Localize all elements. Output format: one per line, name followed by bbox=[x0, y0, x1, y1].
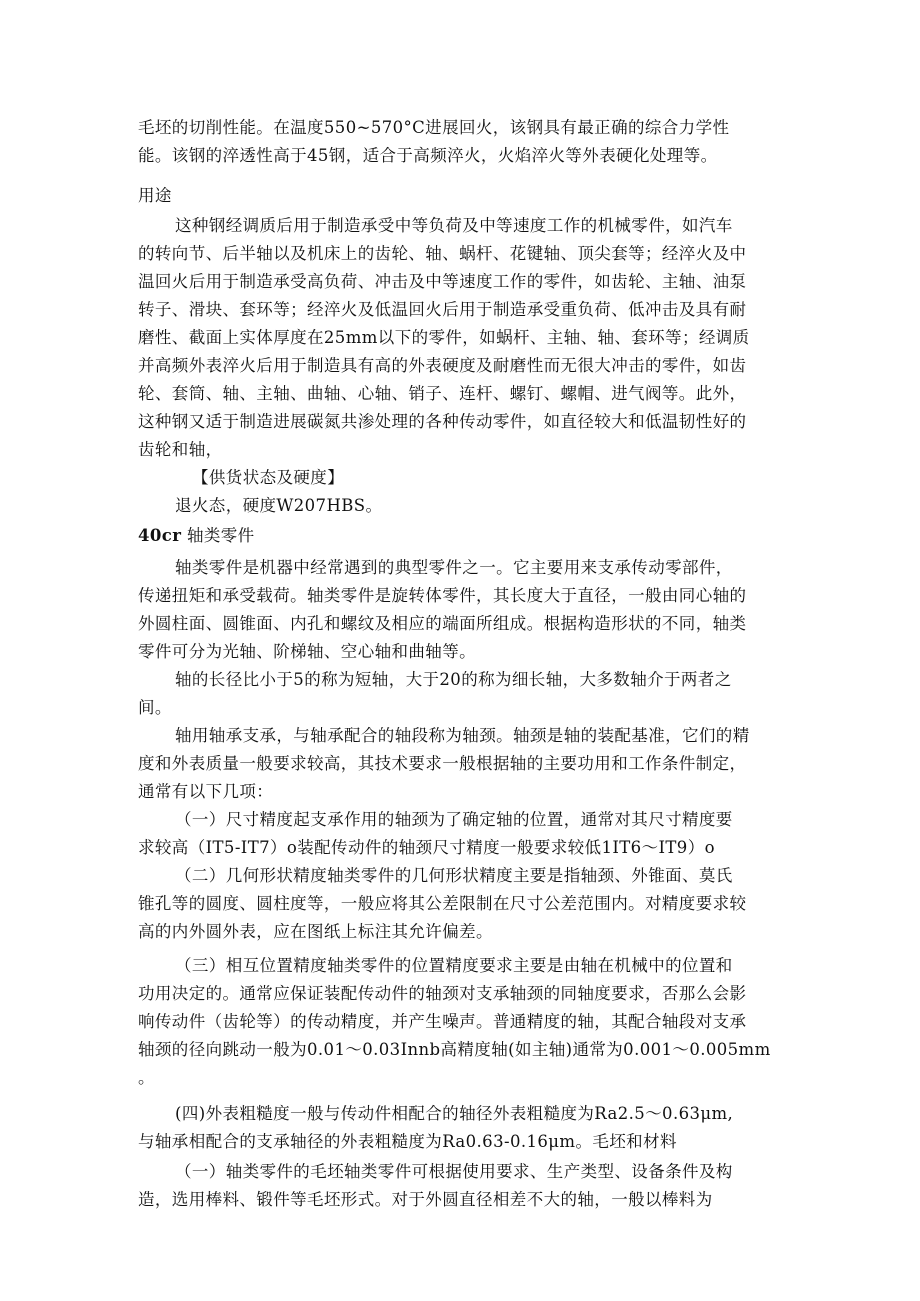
supply-state-heading: 【供货状态及硬度】 bbox=[192, 468, 345, 487]
paragraph-line: 这种钢又适于制造进展碳氮共渗处理的各种传动零件，如直径较大和低温韧性好的 bbox=[138, 412, 747, 431]
paragraph-line: 磨性、截面上实体厚度在25mm以下的零件，如蜗杆、主轴、轴、套环等；经调质 bbox=[138, 328, 750, 347]
steel-grade-label: 40cr bbox=[138, 526, 182, 545]
paragraph-line: 温回火后用于制造承受高负荷、冲击及中等速度工作的零件，如齿轮、主轴、油泵 bbox=[138, 272, 747, 291]
paragraph-line: (四)外表粗糙度一般与传动件相配合的轴径外表粗糙度为Ra2.5～0.63μm, bbox=[175, 1104, 734, 1123]
paragraph-line: 高的内外圆外表，应在图纸上标注其允许偏差。 bbox=[138, 922, 493, 941]
paragraph-line: 度和外表质量一般要求较高，其技术要求一般根据轴的主要功用和工作条件制定， bbox=[138, 754, 747, 773]
paragraph-line: 零件可分为光轴、阶梯轴、空心轴和曲轴等。 bbox=[138, 642, 476, 661]
paragraph-line: 的转向节、后半轴以及机床上的齿轮、轴、蜗杆、花键轴、顶尖套等；经淬火及中 bbox=[138, 244, 747, 263]
paragraph-line: 轮、套筒、轴、主轴、曲轴、心轴、销子、连杆、螺钉、螺帽、进气阀等。此外， bbox=[138, 384, 747, 403]
paragraph-line: （一）尺寸精度起支承作用的轴颈为了确定轴的位置，通常对其尺寸精度要 bbox=[175, 810, 733, 829]
section-heading-shaft-parts bbox=[138, 522, 255, 550]
paragraph-line: （二）几何形状精度轴类零件的几何形状精度主要是指轴颈、外锥面、莫氏 bbox=[175, 866, 733, 885]
section-heading-usage: 用途 bbox=[138, 186, 172, 205]
paragraph-line: 求较高（IT5-IT7）o装配传动件的轴颈尺寸精度一般要求较低1IT6～IT9）o bbox=[138, 838, 715, 857]
paragraph-line: 功用决定的。通常应保证装配传动件的轴颈对支承轴颈的同轴度要求，否那么会影 bbox=[138, 984, 747, 1003]
paragraph-line: 传递扭矩和承受载荷。轴类零件是旋转体零件，其长度大于直径，一般由同心轴的 bbox=[138, 586, 747, 605]
paragraph-line: 齿轮和轴， bbox=[138, 440, 223, 459]
paragraph-line: 轴颈的径向跳动一般为0.01～0.03Innb高精度轴(如主轴)通常为0.001～0.005mm bbox=[138, 1040, 771, 1059]
paragraph-line: 毛坯的切削性能。在温度550~570°C进展回火，该钢具有最正确的综合力学性 bbox=[138, 118, 730, 137]
paragraph-line: 响传动件（齿轮等）的传动精度，并产生噪声。普通精度的轴，其配合轴段对支承 bbox=[138, 1012, 747, 1031]
paragraph-line: 与轴承相配合的支承轴径的外表粗糙度为Ra0.63-0.16μm。毛坯和材料 bbox=[138, 1132, 677, 1151]
paragraph-line: 外圆柱面、圆锥面、内孔和螺纹及相应的端面所组成。根据构造形状的不同，轴类 bbox=[138, 614, 747, 633]
paragraph-line: 造，选用棒料、锻件等毛坯形式。对于外圆直径相差不大的轴，一般以棒料为 bbox=[138, 1190, 713, 1209]
paragraph-line: 这种钢经调质后用于制造承受中等负荷及中等速度工作的机械零件，如汽车 bbox=[175, 216, 733, 235]
paragraph-line: 并高频外表淬火后用于制造具有高的外表硬度及耐磨性而无很大冲击的零件，如齿 bbox=[138, 356, 747, 375]
paragraph-line: 轴类零件是机器中经常遇到的典型零件之一。它主要用来支承传动零部件， bbox=[175, 558, 733, 577]
paragraph-line: 锥孔等的圆度、圆柱度等，一般应将其公差限制在尺寸公差范围内。对精度要求较 bbox=[138, 894, 747, 913]
paragraph-line: 转子、滑块、套环等；经淬火及低温回火后用于制造承受重负荷、低冲击及具有耐 bbox=[138, 300, 747, 319]
paragraph-line: 通常有以下几项： bbox=[138, 782, 274, 801]
section-title: 轴类零件 bbox=[186, 526, 255, 545]
paragraph-line: 轴用轴承支承，与轴承配合的轴段称为轴颈。轴颈是轴的装配基准，它们的精 bbox=[175, 726, 750, 745]
paragraph-line: 间。 bbox=[138, 698, 172, 717]
supply-state-text: 退火态，硬度W207HBS。 bbox=[175, 496, 383, 515]
paragraph-line: 。 bbox=[138, 1068, 155, 1087]
paragraph-line: （一）轴类零件的毛坯轴类零件可根据使用要求、生产类型、设备条件及构 bbox=[175, 1162, 733, 1181]
paragraph-line: （三）相互位置精度轴类零件的位置精度要求主要是由轴在机械中的位置和 bbox=[175, 956, 733, 975]
paragraph-line: 轴的长径比小于5的称为短轴，大于20的称为细长轴，大多数轴介于两者之 bbox=[175, 670, 732, 689]
paragraph-line: 能。该钢的淬透性高于45钢，适合于高频淬火，火焰淬火等外表硬化处理等。 bbox=[138, 146, 718, 165]
